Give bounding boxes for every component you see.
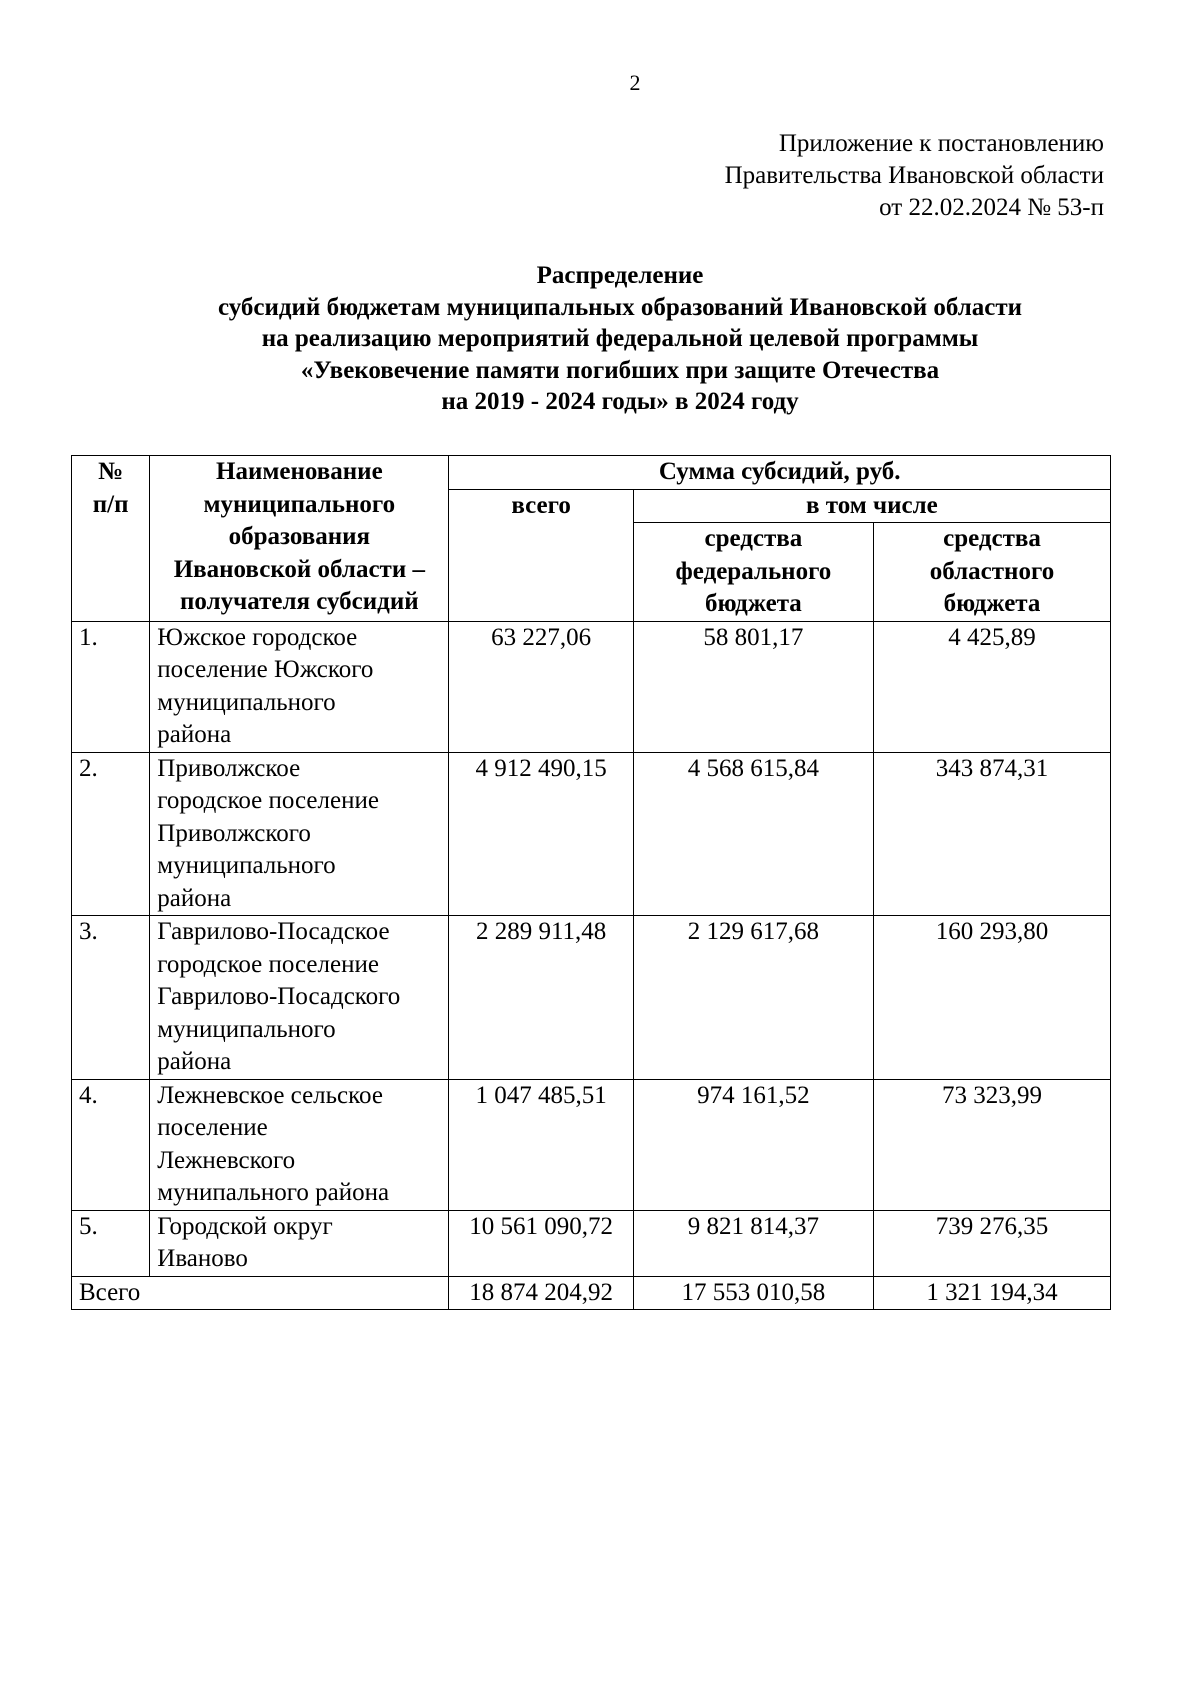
row-municipality xyxy=(150,916,449,1080)
row-regional: 4 425,89 xyxy=(874,621,1111,752)
header-name-line: муниципального xyxy=(203,490,396,518)
appendix-line: от 22.02.2024 № 53-п xyxy=(879,194,1104,221)
municipality-line: городское поселение xyxy=(157,787,379,814)
municipality-line: поселение xyxy=(157,1114,268,1141)
header-name-line: образования xyxy=(228,523,371,550)
header-name-line: получателя субсидий xyxy=(180,588,419,615)
title-line: субсидий бюджетам муниципальных образований Ивановской области xyxy=(217,293,1023,321)
municipality-line: муниципального xyxy=(157,852,336,879)
header-regional-line: средства xyxy=(943,525,1041,552)
row-total: 2 289 911,48 xyxy=(449,916,633,1080)
title-line: Распределение xyxy=(536,262,704,289)
municipality-line: муниципального xyxy=(157,1015,336,1043)
appendix-line: Правительства Ивановской области xyxy=(724,162,1104,189)
header-regional-line: бюджета xyxy=(943,590,1041,617)
header-name-line: Ивановской области – xyxy=(173,555,425,583)
municipality-line: Лежневское сельское xyxy=(157,1081,383,1109)
row-number: 2. xyxy=(72,752,150,916)
header-sum: Сумма субсидий, руб. xyxy=(449,456,1111,490)
totals-row xyxy=(72,1276,1111,1310)
header-total: всего xyxy=(449,489,633,621)
document-title xyxy=(66,260,1174,418)
municipality-line: Приволжское xyxy=(157,754,301,782)
row-regional: 739 276,35 xyxy=(874,1210,1111,1276)
row-number: 4. xyxy=(72,1079,150,1210)
header-row xyxy=(72,456,1111,490)
row-total: 4 912 490,15 xyxy=(449,752,633,916)
municipality-line: поселение Южского xyxy=(157,656,374,683)
row-federal: 974 161,52 xyxy=(633,1079,873,1210)
header-num-line: № xyxy=(98,458,124,485)
table-row xyxy=(72,752,1111,916)
header-name-line: Наименование xyxy=(216,458,383,485)
row-municipality xyxy=(150,1210,449,1276)
row-regional: 73 323,99 xyxy=(874,1079,1111,1210)
row-municipality xyxy=(150,752,449,916)
municipality-line: Иваново xyxy=(157,1245,248,1272)
totals-regional: 1 321 194,34 xyxy=(874,1276,1111,1310)
header-federal-line: средства xyxy=(704,525,803,552)
row-total: 63 227,06 xyxy=(449,621,633,752)
municipality-line: Приволжского xyxy=(157,819,311,847)
municipality-line: муниципального xyxy=(157,688,336,716)
municipality-line: Гаврилово-Посадское xyxy=(157,918,390,945)
row-number: 5. xyxy=(72,1210,150,1276)
appendix-line: Приложение к постановлению xyxy=(778,130,1104,157)
row-federal: 2 129 617,68 xyxy=(633,916,873,1080)
header-federal xyxy=(633,523,873,622)
header-federal-line: бюджета xyxy=(705,590,802,617)
header-num-line: п/п xyxy=(92,490,129,518)
header-regional xyxy=(874,523,1111,622)
row-federal: 4 568 615,84 xyxy=(633,752,873,916)
municipality-line: Южское городское xyxy=(157,623,358,651)
municipality-line: района xyxy=(157,884,232,912)
table-row xyxy=(72,916,1111,1080)
municipality-line: Городской округ xyxy=(157,1212,333,1240)
row-total: 1 047 485,51 xyxy=(449,1079,633,1210)
title-line: «Увековечение памяти погибших при защите Отечества xyxy=(300,356,940,384)
municipality-line: городское поселение xyxy=(157,950,379,978)
municipality-line: Гаврилово-Посадского xyxy=(157,983,401,1010)
municipality-line: мунипального района xyxy=(157,1179,390,1206)
row-total: 10 561 090,72 xyxy=(449,1210,633,1276)
header-regional-line: областного xyxy=(929,557,1055,585)
table-row xyxy=(72,1079,1111,1210)
municipality-line: Лежневского xyxy=(157,1146,296,1174)
row-number: 1. xyxy=(72,621,150,752)
row-federal: 9 821 814,37 xyxy=(633,1210,873,1276)
table-row xyxy=(72,621,1111,752)
header-federal-line: федерального xyxy=(675,557,832,585)
header-num xyxy=(72,456,150,622)
row-regional: 160 293,80 xyxy=(874,916,1111,1080)
totals-label: Всего xyxy=(72,1276,449,1310)
row-regional: 343 874,31 xyxy=(874,752,1111,916)
row-municipality xyxy=(150,1079,449,1210)
appendix-reference xyxy=(725,128,1104,224)
row-number: 3. xyxy=(72,916,150,1080)
totals-federal: 17 553 010,58 xyxy=(633,1276,873,1310)
page-number: 2 xyxy=(629,70,641,95)
municipality-line: района xyxy=(157,1048,232,1075)
totals-total: 18 874 204,92 xyxy=(449,1276,633,1310)
row-federal: 58 801,17 xyxy=(633,621,873,752)
header-name xyxy=(150,456,449,622)
header-including: в том числе xyxy=(633,489,1110,523)
municipality-line: района xyxy=(157,721,232,748)
title-line: на реализацию мероприятий федеральной целевой программы xyxy=(261,325,979,352)
title-line: на 2019 - 2024 годы» в 2024 году xyxy=(441,388,799,415)
table-row xyxy=(72,1210,1111,1276)
subsidy-table xyxy=(71,455,1111,1310)
row-municipality xyxy=(150,621,449,752)
